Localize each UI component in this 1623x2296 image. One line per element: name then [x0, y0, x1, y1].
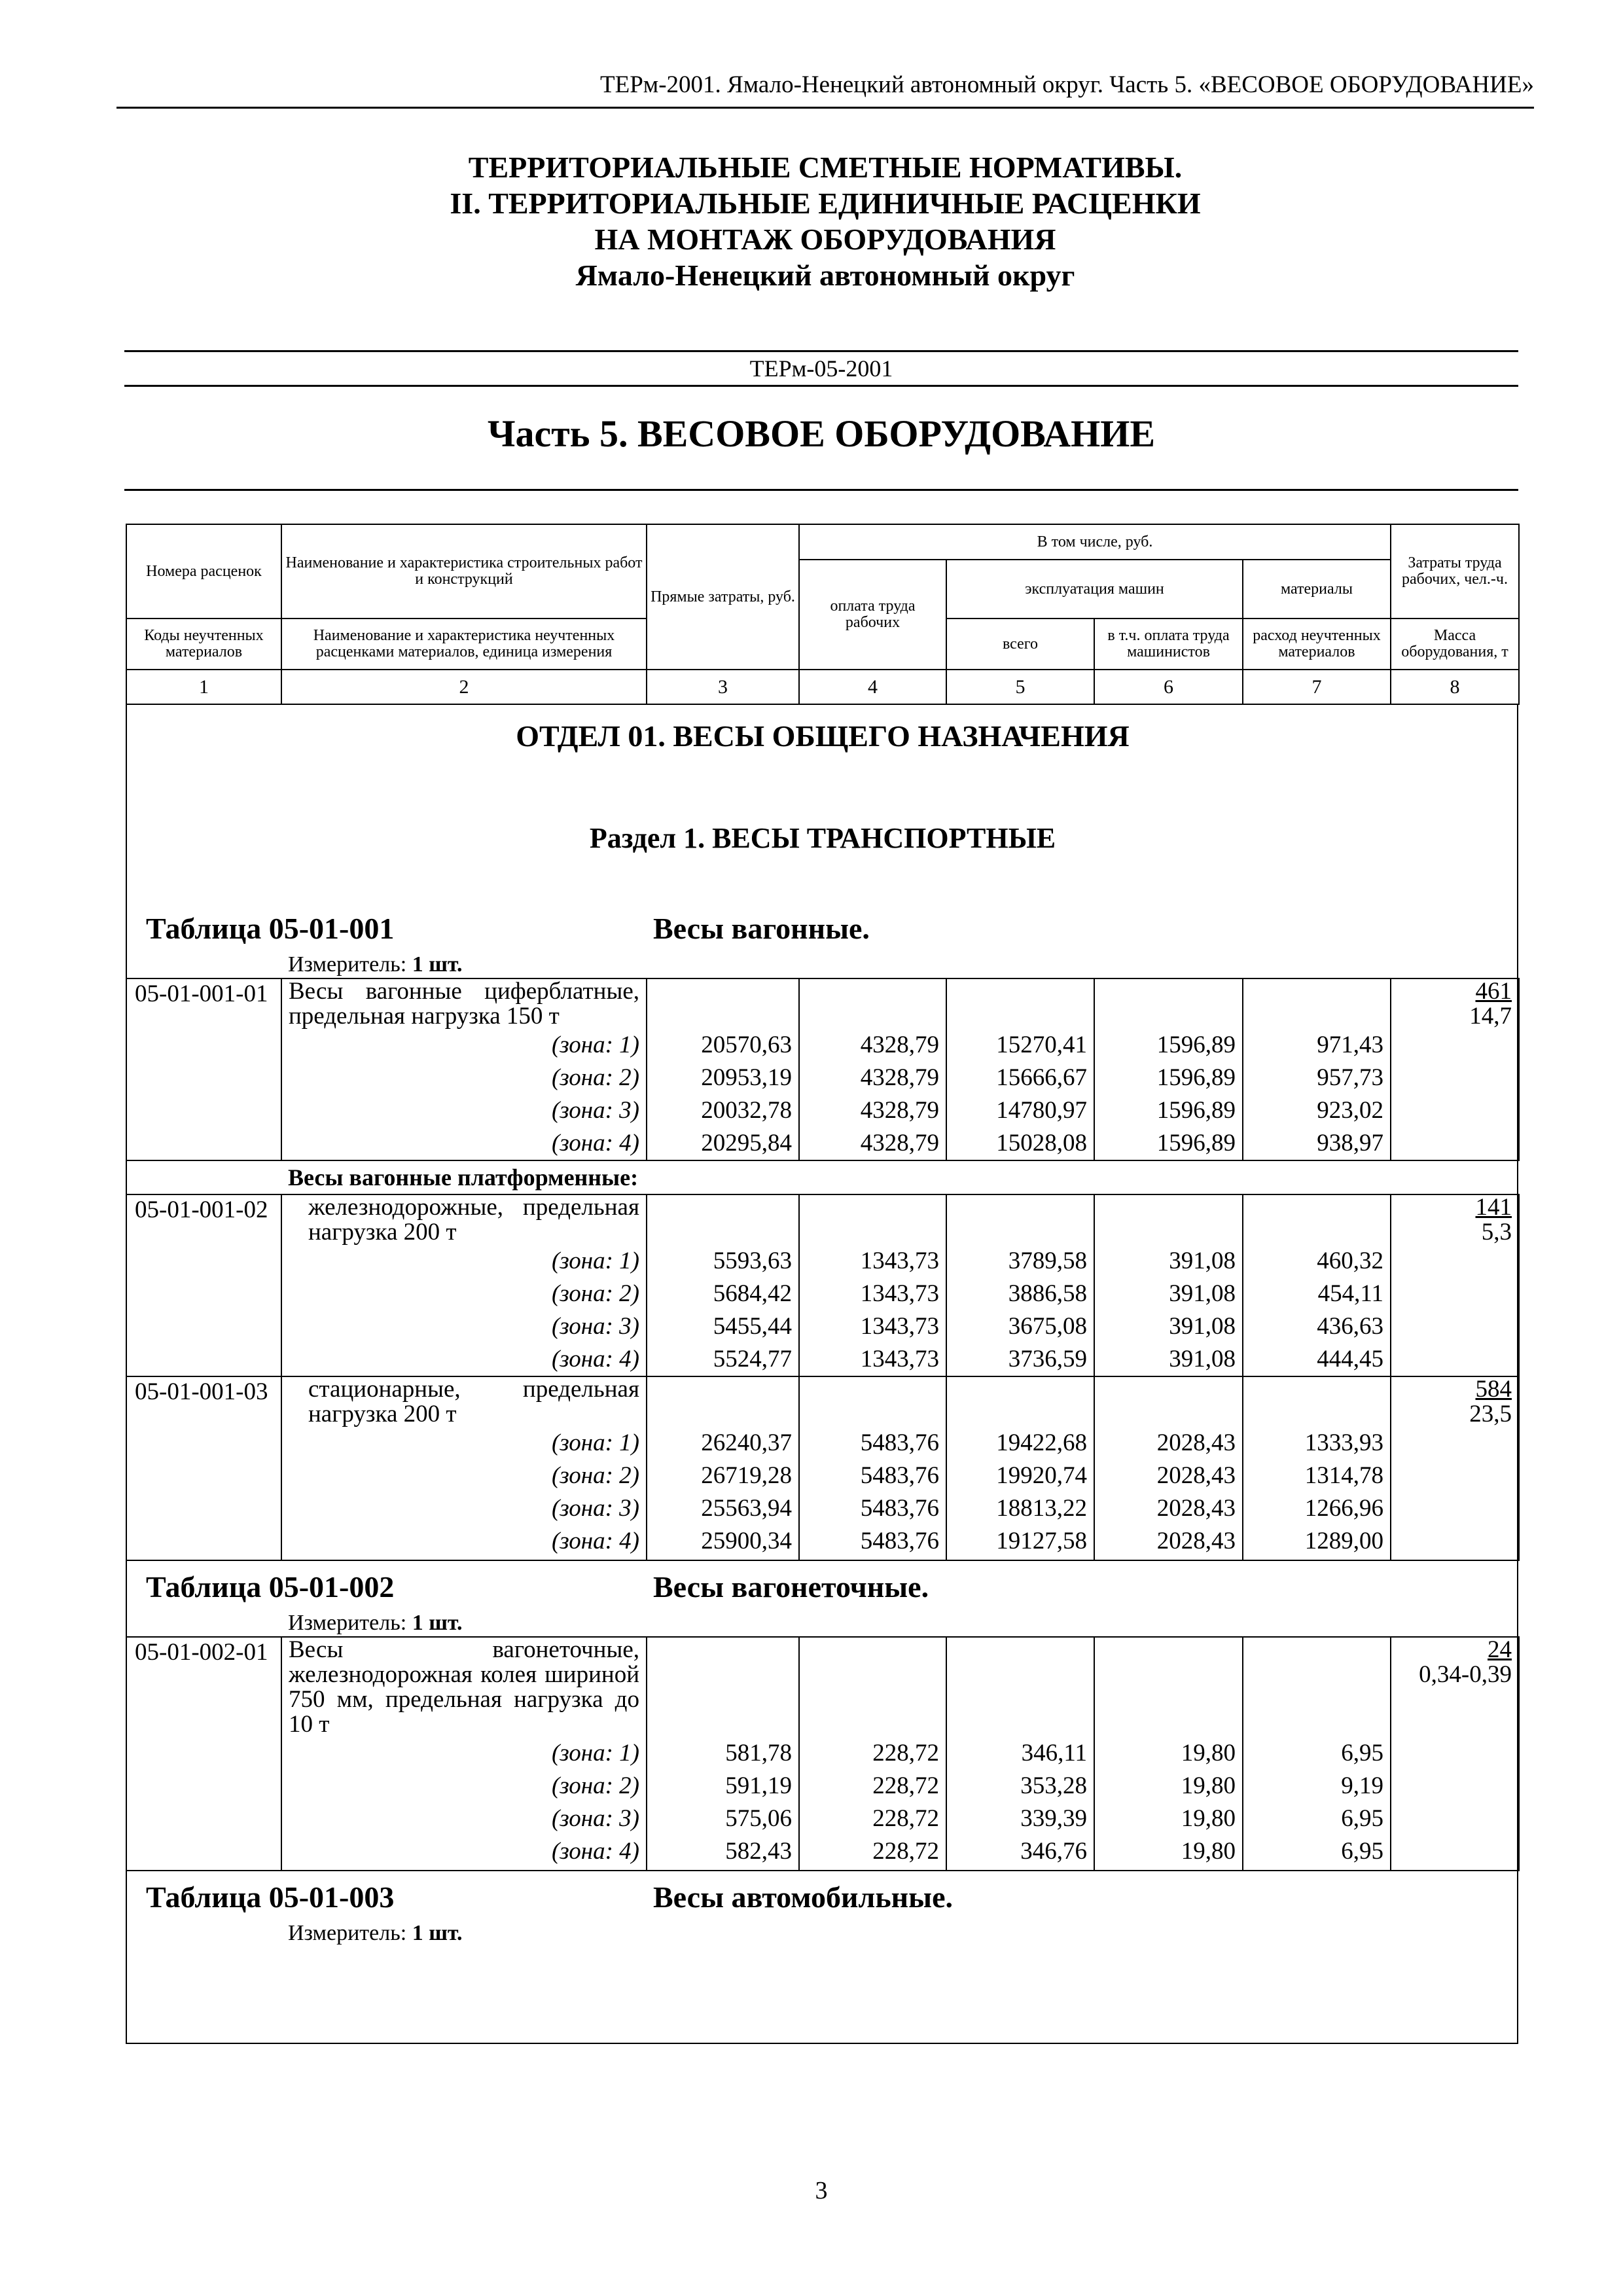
value-machines: 18813,22: [946, 1492, 1094, 1525]
empty-cell: [1094, 1637, 1243, 1737]
empty-cell: [1391, 1029, 1519, 1062]
zone-label: (зона: 1): [281, 1427, 647, 1460]
col-number: 4: [799, 670, 946, 704]
title-line: НА МОНТАЖ ОБОРУДОВАНИЯ: [594, 223, 1056, 256]
empty-cell: [647, 1637, 799, 1737]
value-direct: 25900,34: [647, 1525, 799, 1558]
rate-description: Весы вагонеточные, железнодорожная колея шириной 750 мм, предельная нагрузка до 10 т: [281, 1637, 647, 1737]
empty-cell: [946, 1637, 1094, 1737]
empty-cell: [1391, 1278, 1519, 1310]
header-equipment-mass: Масса оборудования, т: [1391, 619, 1519, 670]
empty-cell: [799, 1194, 946, 1245]
value-materials: 971,43: [1243, 1029, 1391, 1062]
rate-description: Весы вагонные циферблатные, предельная нагрузка 150 т: [281, 978, 647, 1029]
zone-label: (зона: 2): [281, 1770, 647, 1803]
value-direct: 575,06: [647, 1803, 799, 1835]
col-number: 3: [647, 670, 799, 704]
empty-cell: [1391, 1245, 1519, 1278]
value-machines: 14780,97: [946, 1094, 1094, 1127]
value-materials: 444,45: [1243, 1343, 1391, 1376]
rate-description: стационарные, предельная нагрузка 200 т: [281, 1376, 647, 1427]
empty-cell: [647, 1194, 799, 1245]
value-direct: 26719,28: [647, 1460, 799, 1492]
measure-value: 1 шт.: [412, 1921, 463, 1945]
col-number: 8: [1391, 670, 1519, 704]
value-materials: 460,32: [1243, 1245, 1391, 1278]
measure-label: Измеритель:: [288, 952, 407, 977]
zone-label: (зона: 3): [281, 1492, 647, 1525]
measure-value: 1 шт.: [412, 1611, 463, 1635]
value-materials: 1266,96: [1243, 1492, 1391, 1525]
empty-cell: [126, 1460, 281, 1492]
value-materials: 9,19: [1243, 1770, 1391, 1803]
table-label: Таблица 05-01-001: [146, 912, 395, 945]
header-incl-machinist-pay: в т.ч. оплата труда машинистов: [1094, 619, 1243, 670]
empty-cell: [126, 1803, 281, 1835]
zone-label: (зона: 2): [281, 1062, 647, 1094]
value-machinists: 391,08: [1094, 1310, 1243, 1343]
table-header: [126, 524, 1520, 705]
labor-cost: 461: [1475, 978, 1512, 1005]
measure-label: Измеритель:: [288, 1611, 407, 1635]
empty-cell: [1391, 1094, 1519, 1127]
empty-cell: [126, 952, 281, 978]
empty-cell: [1094, 1376, 1243, 1427]
value-direct: 20953,19: [647, 1062, 799, 1094]
rates-table: [126, 704, 1520, 1946]
value-direct: 20295,84: [647, 1127, 799, 1160]
value-materials: 938,97: [1243, 1127, 1391, 1160]
document-code: ТЕРм-05-2001: [749, 355, 893, 382]
empty-cell: [799, 978, 946, 1029]
value-direct: 26240,37: [647, 1427, 799, 1460]
empty-cell: [1391, 1835, 1519, 1868]
value-wages: 5483,76: [799, 1427, 946, 1460]
header-work-name: Наименование и характеристика строительных работ и конструкций: [281, 524, 647, 619]
empty-cell: [126, 1427, 281, 1460]
value-materials: 454,11: [1243, 1278, 1391, 1310]
value-wages: 4328,79: [799, 1029, 946, 1062]
zone-label: (зона: 3): [281, 1094, 647, 1127]
zone-label: (зона: 1): [281, 1029, 647, 1062]
rate-code: 05-01-001-03: [126, 1376, 281, 1427]
value-machines: 19422,68: [946, 1427, 1094, 1460]
col-number: 2: [281, 670, 647, 704]
value-machines: 3789,58: [946, 1245, 1094, 1278]
value-materials: 436,63: [1243, 1310, 1391, 1343]
header-worker-pay: оплата труда рабочих: [799, 560, 946, 670]
value-direct: 591,19: [647, 1770, 799, 1803]
zone-label: (зона: 3): [281, 1803, 647, 1835]
value-wages: 228,72: [799, 1770, 946, 1803]
value-machinists: 391,08: [1094, 1245, 1243, 1278]
empty-cell: [946, 1194, 1094, 1245]
equipment-mass: 0,34-0,39: [1419, 1661, 1512, 1688]
labor-cost: 141: [1475, 1194, 1512, 1221]
value-machinists: 19,80: [1094, 1803, 1243, 1835]
spacer: [126, 1562, 1519, 1571]
empty-cell: [1391, 1525, 1519, 1558]
empty-cell: [126, 1245, 281, 1278]
group-subheading: Весы вагонные платформенные:: [281, 1160, 1519, 1194]
value-machines: 3675,08: [946, 1310, 1094, 1343]
labor-mass-cell: [1391, 1194, 1519, 1245]
value-machinists: 2028,43: [1094, 1492, 1243, 1525]
value-direct: 5593,63: [647, 1245, 799, 1278]
divider: [124, 489, 1518, 491]
value-machinists: 19,80: [1094, 1770, 1243, 1803]
value-machinists: 19,80: [1094, 1835, 1243, 1868]
value-direct: 581,78: [647, 1737, 799, 1770]
empty-cell: [946, 1376, 1094, 1427]
value-wages: 228,72: [799, 1803, 946, 1835]
empty-cell: [1391, 1310, 1519, 1343]
value-machines: 339,39: [946, 1803, 1094, 1835]
header-rate-numbers: Номера расценок: [126, 524, 281, 619]
value-wages: 1343,73: [799, 1310, 946, 1343]
spacer: [126, 1872, 1519, 1881]
empty-cell: [799, 1637, 946, 1737]
value-machines: 353,28: [946, 1770, 1094, 1803]
value-wages: 4328,79: [799, 1127, 946, 1160]
col-number: 7: [1243, 670, 1391, 704]
labor-cost: 584: [1475, 1376, 1512, 1403]
running-header: ТЕРм-2001. Ямало-Ненецкий автономный округ. Часть 5. «ВЕСОВОЕ ОБОРУДОВАНИЕ»: [116, 72, 1534, 109]
value-machinists: 1596,89: [1094, 1127, 1243, 1160]
empty-cell: [647, 978, 799, 1029]
empty-cell: [799, 1376, 946, 1427]
title-line: II. ТЕРРИТОРИАЛЬНЫЕ ЕДИНИЧНЫЕ РАСЦЕНКИ: [450, 187, 1201, 220]
empty-cell: [1391, 1737, 1519, 1770]
spacer: [126, 704, 1519, 720]
value-machines: 15028,08: [946, 1127, 1094, 1160]
table-name: Весы автомобильные.: [653, 1880, 954, 1914]
value-direct: 582,43: [647, 1835, 799, 1868]
labor-mass-cell: [1391, 1376, 1519, 1427]
zone-label: (зона: 1): [281, 1737, 647, 1770]
divider: [124, 385, 1518, 387]
empty-cell: [1391, 1427, 1519, 1460]
empty-cell: [126, 1525, 281, 1558]
table-label: Таблица 05-01-002: [146, 1570, 395, 1604]
value-machines: 346,11: [946, 1737, 1094, 1770]
value-materials: 1314,78: [1243, 1460, 1391, 1492]
table-name: Весы вагонеточные.: [653, 1570, 929, 1604]
value-machinists: 2028,43: [1094, 1427, 1243, 1460]
value-wages: 1343,73: [799, 1343, 946, 1376]
header-machine-operation: эксплуатация машин: [946, 560, 1243, 619]
empty-cell: [1391, 1062, 1519, 1094]
value-direct: 5524,77: [647, 1343, 799, 1376]
header-including: В том числе, руб.: [799, 524, 1391, 560]
divider: [124, 350, 1518, 352]
value-machines: 19127,58: [946, 1525, 1094, 1558]
value-wages: 5483,76: [799, 1525, 946, 1558]
value-machines: 3736,59: [946, 1343, 1094, 1376]
header-materials: материалы: [1243, 560, 1391, 619]
header-unaccounted-materials: расход неучтенных материалов: [1243, 619, 1391, 670]
value-direct: 5455,44: [647, 1310, 799, 1343]
rate-code: 05-01-001-02: [126, 1194, 281, 1245]
value-wages: 5483,76: [799, 1492, 946, 1525]
zone-label: (зона: 2): [281, 1278, 647, 1310]
labor-cost: 24: [1488, 1636, 1512, 1663]
title-line: Ямало-Ненецкий автономный округ: [575, 259, 1075, 292]
empty-cell: [126, 1029, 281, 1062]
zone-label: (зона: 2): [281, 1460, 647, 1492]
empty-cell: [126, 1737, 281, 1770]
empty-cell: [126, 1062, 281, 1094]
value-direct: 5684,42: [647, 1278, 799, 1310]
col-number: 6: [1094, 670, 1243, 704]
empty-cell: [1391, 1492, 1519, 1525]
value-machinists: 1596,89: [1094, 1029, 1243, 1062]
title-line: ТЕРРИТОРИАЛЬНЫЕ СМЕТНЫЕ НОРМАТИВЫ.: [468, 151, 1183, 184]
value-wages: 1343,73: [799, 1245, 946, 1278]
value-wages: 5483,76: [799, 1460, 946, 1492]
table-name: Весы вагонные.: [653, 912, 870, 945]
header-total: всего: [946, 619, 1094, 670]
empty-cell: [126, 1127, 281, 1160]
rate-code: 05-01-002-01: [126, 1637, 281, 1737]
header-labor-cost: Затраты труда рабочих, чел.-ч.: [1391, 524, 1519, 619]
empty-cell: [1391, 1460, 1519, 1492]
value-materials: 6,95: [1243, 1803, 1391, 1835]
col-number: 1: [126, 670, 281, 704]
value-machines: 15666,67: [946, 1062, 1094, 1094]
value-machines: 15270,41: [946, 1029, 1094, 1062]
measure-label: Измеритель:: [288, 1921, 407, 1945]
col-number: 5: [946, 670, 1094, 704]
value-materials: 6,95: [1243, 1835, 1391, 1868]
value-machinists: 1596,89: [1094, 1062, 1243, 1094]
empty-cell: [1391, 1343, 1519, 1376]
document-title: [116, 149, 1534, 293]
value-machinists: 19,80: [1094, 1737, 1243, 1770]
empty-cell: [647, 1376, 799, 1427]
department-title: ОТДЕЛ 01. ВЕСЫ ОБЩЕГО НАЗНАЧЕНИЯ: [516, 719, 1130, 753]
measure-unit: [281, 1610, 1519, 1637]
value-materials: 6,95: [1243, 1737, 1391, 1770]
empty-cell: [1391, 1127, 1519, 1160]
value-machines: 19920,74: [946, 1460, 1094, 1492]
value-materials: 1333,93: [1243, 1427, 1391, 1460]
empty-cell: [1243, 1376, 1391, 1427]
value-wages: 1343,73: [799, 1278, 946, 1310]
zone-label: (зона: 4): [281, 1835, 647, 1868]
value-materials: 923,02: [1243, 1094, 1391, 1127]
value-machinists: 2028,43: [1094, 1460, 1243, 1492]
empty-cell: [126, 1278, 281, 1310]
value-wages: 228,72: [799, 1737, 946, 1770]
zone-label: (зона: 1): [281, 1245, 647, 1278]
value-wages: 4328,79: [799, 1094, 946, 1127]
value-machines: 346,76: [946, 1835, 1094, 1868]
measure-unit: [281, 1920, 1519, 1946]
table-label: Таблица 05-01-003: [146, 1880, 395, 1914]
equipment-mass: 23,5: [1469, 1401, 1512, 1427]
empty-cell: [946, 978, 1094, 1029]
value-machinists: 1596,89: [1094, 1094, 1243, 1127]
empty-cell: [1243, 978, 1391, 1029]
labor-mass-cell: [1391, 1637, 1519, 1737]
value-machinists: 391,08: [1094, 1278, 1243, 1310]
empty-cell: [126, 1835, 281, 1868]
header-material-codes: Коды неучтенных материалов: [126, 619, 281, 670]
empty-cell: [1243, 1637, 1391, 1737]
value-direct: 20570,63: [647, 1029, 799, 1062]
empty-cell: [126, 1343, 281, 1376]
equipment-mass: 5,3: [1481, 1219, 1512, 1246]
value-direct: 25563,94: [647, 1492, 799, 1525]
empty-cell: [126, 1920, 281, 1946]
measure-unit: [281, 952, 1519, 978]
zone-label: (зона: 4): [281, 1127, 647, 1160]
empty-cell: [126, 1310, 281, 1343]
empty-cell: [1094, 1194, 1243, 1245]
part-title: Часть 5. ВЕСОВОЕ ОБОРУДОВАНИЕ: [487, 412, 1156, 455]
value-machines: 3886,58: [946, 1278, 1094, 1310]
rate-code: 05-01-001-01: [126, 978, 281, 1029]
empty-cell: [126, 1770, 281, 1803]
empty-cell: [1391, 1770, 1519, 1803]
empty-cell: [1391, 1803, 1519, 1835]
zone-label: (зона: 4): [281, 1525, 647, 1558]
value-machinists: 2028,43: [1094, 1525, 1243, 1558]
value-wages: 228,72: [799, 1835, 946, 1868]
value-materials: 957,73: [1243, 1062, 1391, 1094]
zone-label: (зона: 3): [281, 1310, 647, 1343]
page-number: 3: [815, 2177, 828, 2204]
value-machinists: 391,08: [1094, 1343, 1243, 1376]
measure-value: 1 шт.: [412, 952, 463, 977]
zone-label: (зона: 4): [281, 1343, 647, 1376]
empty-cell: [126, 1094, 281, 1127]
spacer: [126, 753, 1519, 822]
equipment-mass: 14,7: [1469, 1003, 1512, 1030]
spacer: [126, 855, 1519, 912]
subsection-title: Раздел 1. ВЕСЫ ТРАНСПОРТНЫЕ: [589, 822, 1056, 854]
empty-cell: [126, 1610, 281, 1637]
empty-cell: [1243, 1194, 1391, 1245]
value-materials: 1289,00: [1243, 1525, 1391, 1558]
rate-description: железнодорожные, предельная нагрузка 200 т: [281, 1194, 647, 1245]
value-wages: 4328,79: [799, 1062, 946, 1094]
empty-cell: [1094, 978, 1243, 1029]
empty-cell: [126, 1492, 281, 1525]
value-direct: 20032,78: [647, 1094, 799, 1127]
empty-cell: [126, 1160, 281, 1194]
header-direct-costs: Прямые затраты, руб.: [647, 524, 799, 670]
labor-mass-cell: [1391, 978, 1519, 1029]
header-material-name: Наименование и характеристика неучтенных расценками материалов, единица измерения: [281, 619, 647, 670]
